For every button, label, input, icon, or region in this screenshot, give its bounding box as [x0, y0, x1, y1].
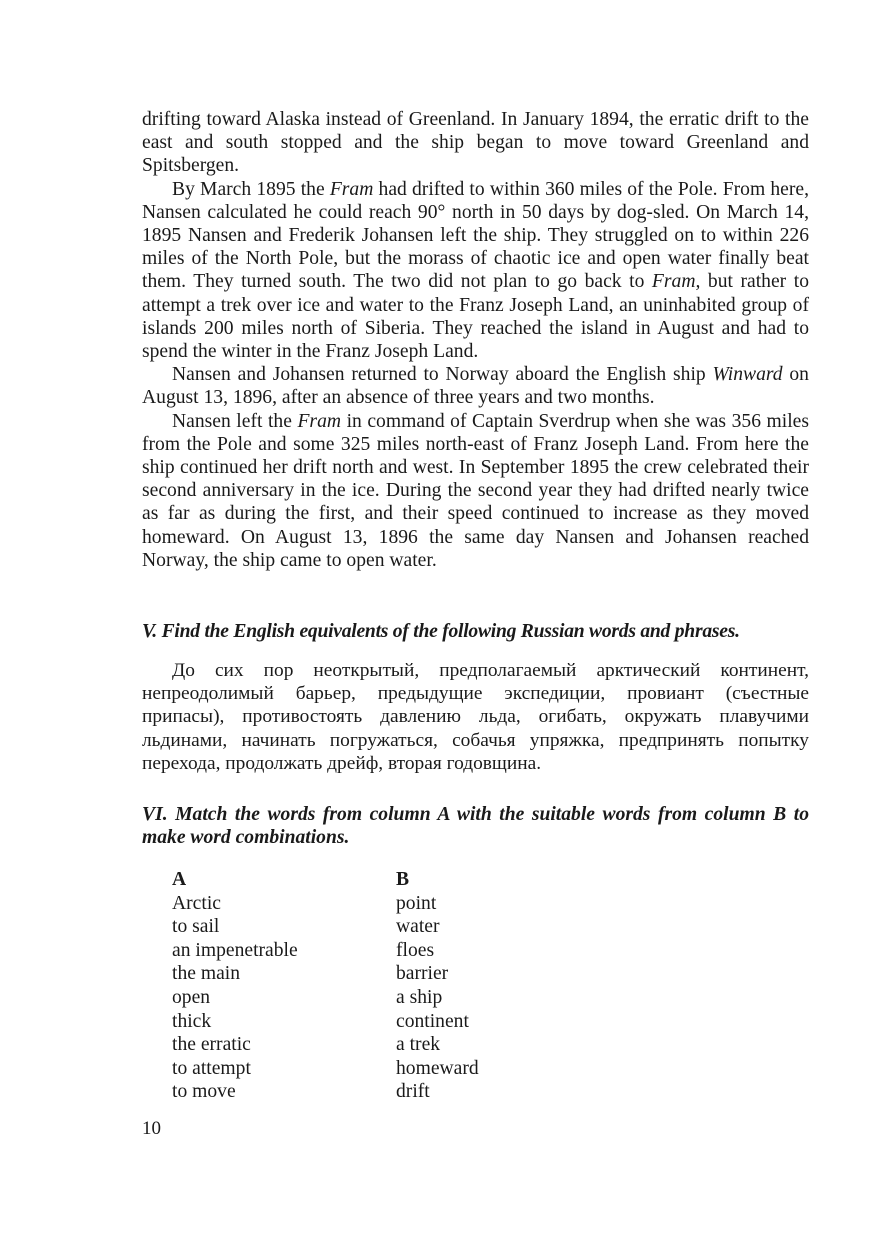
paragraph-3-text-a: Nansen and Johansen returned to Norway aboard the English ship — [172, 364, 713, 386]
column-b-item: drift — [396, 1081, 430, 1103]
paragraph-4-text-b: in command of Captain Sverdrup when she was 356 miles from the Pole and some 325 miles north-east of Franz Joseph Land. From here the ship continued her drift north and west. In September 1895 the crew celebrated their second anniversary in the ice. During the second year they had drifted nearly twice as far as during the first, and their speed continued to increase as they moved homeward. On August 13, 1896 the same day Nansen and Johansen reached Norway, the ship came to open water. — [142, 410, 809, 571]
column-a-item: thick — [172, 1010, 212, 1032]
paragraph-1-text: drifting toward Alaska instead of Greenland. In January 1894, the erratic drift to the east and south stopped and the ship began to move toward Greenland and Spitsbergen. — [142, 109, 809, 177]
column-b-header: B — [396, 869, 410, 890]
paragraph-4 — [142, 410, 809, 572]
column-a-item: open — [172, 986, 211, 1008]
paragraph-4-text-a: Nansen left the — [172, 410, 298, 432]
exercise-5-text — [142, 659, 809, 775]
column-headers — [172, 868, 772, 892]
match-row — [172, 1057, 772, 1081]
match-row — [172, 1080, 772, 1104]
exercise-5-paragraph: До сих пор неоткрытый, предполагаемый арктический континент, непреодолимый барьер, предыдущие экспедиции, провиант (съестные припасы), противостоять давлению льда, огибать, окружать плавучими льдинами, начинать погружаться, собачья упряжка, предпринять попытку перехода, продолжать дрейф, вторая годовщина. — [142, 660, 809, 774]
match-row — [172, 1010, 772, 1034]
ship-name-fram-2: Fram, — [651, 271, 701, 293]
match-row — [172, 915, 772, 939]
paragraph-3-text-b: on August 13, 1896, after an absence of three years and two months. — [142, 364, 809, 409]
column-a-item: the erratic — [172, 1034, 251, 1056]
column-b-item: continent — [396, 1010, 469, 1032]
column-a-item: Arctic — [172, 892, 221, 914]
column-a-item: an impenetrable — [172, 939, 298, 961]
column-b-item: floes — [396, 939, 435, 961]
column-b-item: a ship — [396, 986, 443, 1008]
ship-name-fram: Fram — [329, 178, 374, 200]
column-b-item: point — [396, 892, 437, 914]
column-b-item: homeward — [396, 1057, 479, 1079]
match-row — [172, 892, 772, 916]
column-a-item: to attempt — [172, 1057, 251, 1079]
page-number: 10 — [142, 1118, 161, 1139]
column-a-item: the main — [172, 963, 241, 985]
column-b-item: barrier — [396, 963, 449, 985]
match-row — [172, 986, 772, 1010]
exercise-5-heading: V. Find the English equivalents of the following Russian words and phrases. — [142, 621, 740, 642]
ship-name-fram-3: Fram — [297, 410, 342, 432]
column-a-item: to sail — [172, 916, 220, 938]
paragraph-2-text-b: had drifted to within 360 miles of the Pole. From here, Nansen calculated he could reach 90° north in 50 days by dog-sled. On March 14, 1895 Nansen and Frederik Johansen left the ship. They struggled on to within 226 miles of the North Pole, but the morass of chaotic ice and open water finally beat them. They turned south. The two did not plan to go back to — [142, 178, 809, 293]
ship-name-winward: Winward — [712, 364, 783, 386]
exercise-6-heading: VI. Match the words from column A with the suitable words from column B to make word combinations. — [142, 804, 809, 849]
paragraph-2-text-c: but rather to attempt a trek over ice and water to the Franz Joseph Land, an uninhabited group of islands 200 miles north of Siberia. They reached the island in August and had to spend the winter in the Franz Joseph Land. — [142, 271, 809, 363]
paragraph-2 — [142, 178, 809, 364]
column-b-item: water — [396, 916, 440, 938]
match-row — [172, 939, 772, 963]
matching-columns — [172, 868, 772, 1104]
paragraph-1 — [142, 108, 809, 178]
column-a-header: A — [172, 869, 187, 890]
paragraph-2-text-a: By March 1895 the — [172, 178, 330, 200]
column-a-item: to move — [172, 1081, 236, 1103]
match-row — [172, 1033, 772, 1057]
match-row — [172, 962, 772, 986]
column-b-item: a trek — [396, 1034, 441, 1056]
paragraph-3 — [142, 363, 809, 409]
passage-text — [142, 108, 809, 572]
